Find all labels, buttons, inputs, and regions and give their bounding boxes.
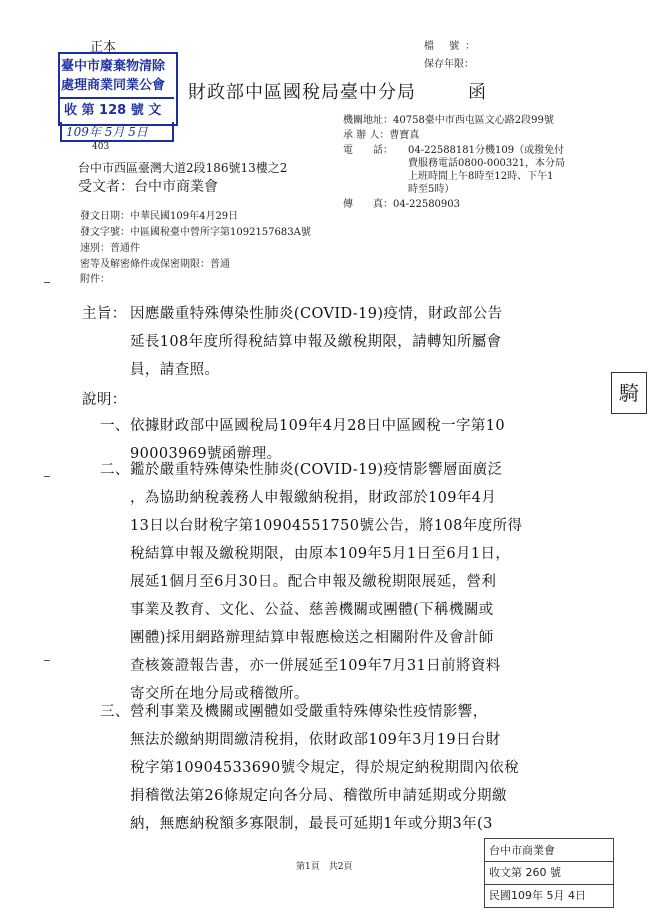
retention-label: 保存年限：: [424, 59, 474, 70]
item-line: 無法於繳納期間繳清稅捐，依財政部109年3月19日台財: [130, 732, 501, 748]
subject-body: [130, 300, 503, 384]
receipt-stamp: [484, 838, 614, 908]
issuing-org-title: 財政部中區國稅局臺中分局: [188, 82, 416, 103]
handler: 承 辦 人：曹寶真: [343, 130, 420, 141]
confidentiality: 密等及解密條件或保密期限：普通: [80, 259, 230, 270]
subject-label: 主旨：: [82, 306, 127, 322]
binding-mark: [44, 476, 50, 480]
item-line: 捐稽徵法第26條規定向各分局、稽徵所申請延期或分期繳: [130, 788, 507, 804]
item-line: 鑑於嚴重特殊傳染性肺炎(COVID-19)疫情影響層面廣泛: [130, 462, 503, 478]
item-line: 依據財政部中區國稅局109年4月28日中區國稅一字第10: [130, 418, 506, 434]
item-line: 展延1個月至6月30日。配合申報及繳稅期限展延，營利: [130, 574, 497, 590]
item-line: 稅字第10904533690號令規定，得於規定納稅期間內依稅: [130, 760, 519, 776]
subject-line: 員，請查照。: [130, 362, 220, 378]
binding-mark: [44, 660, 50, 664]
postal-code: 403: [92, 142, 110, 152]
explanation-label: 說明：: [82, 392, 127, 408]
phone-label: 電 話：: [343, 145, 393, 156]
item-line: 事業及教育、文化、公益、慈善機關或團體(下稱機關或: [130, 602, 494, 618]
phone-line-1: 04-22588181分機109（或撥免付: [408, 145, 565, 156]
item-line: 營利事業及機關或團體如受嚴重特殊傳染性疫情影響，: [130, 704, 488, 720]
item-line: 90003969號函辦理。: [130, 446, 282, 462]
item-3-body: [130, 698, 519, 838]
fax: 傳 真：04-22580903: [343, 199, 461, 210]
item-line: 團體)採用網路辦理結算申報應檢送之相關附件及會計師: [130, 630, 494, 646]
item-line: 查核簽證報告書，亦一併展延至109年7月31日前將資料: [130, 658, 501, 674]
speed-class: 速別：普通件: [80, 243, 140, 254]
reg-stamp-line1: 臺中市廢棄物清除: [61, 59, 166, 74]
recipient-address: 台中市西區臺灣大道2段186號13樓之2: [78, 161, 288, 175]
item-line: ，為協助納稅義務人申報繳納稅捐，財政部於109年4月: [130, 490, 497, 506]
phone-line-2: 費服務電話0800-000321，本分局: [408, 158, 566, 169]
item-line: 納，無應納稅額多寡限制，最長可延期1年或分期3年(3: [130, 816, 493, 832]
receipt-stamp-number: 收文第 260 號: [489, 866, 561, 879]
subject-line: 延長108年度所得稅結算申報及繳稅期限，請轉知所屬會: [130, 334, 502, 350]
original-copy-mark: 正本: [90, 40, 117, 55]
reg-stamp-line2: 處理商業同業公會: [61, 78, 166, 93]
agency-address: 機關地址：40758臺中市西屯區文心路2段99號: [343, 115, 554, 126]
file-number-label: 檔 號：: [424, 41, 482, 52]
receipt-stamp-org: 台中市商業會: [489, 844, 555, 857]
item-1-number: 一、: [100, 418, 130, 434]
item-line: 寄交所在地分局或稽徵所。: [130, 686, 309, 702]
reg-stamp-number: 收 第 128 號 文: [64, 103, 162, 118]
phone-line-3: 上班時間上午8時至12時、下午1: [408, 171, 554, 182]
receipt-stamp-date: 民國109年 5月 4日: [489, 889, 586, 902]
phone-line-4: 時至5時）: [408, 184, 455, 195]
document-number: 發文字號：中區國稅臺中營所字第1092157683A號: [80, 227, 311, 238]
attachments: 附件：: [80, 274, 110, 285]
item-2-number: 二、: [100, 462, 130, 478]
item-3-number: 三、: [100, 704, 130, 720]
binding-mark: [44, 282, 50, 286]
document-type: 函: [468, 82, 486, 103]
registration-stamp: [58, 52, 176, 144]
issue-date: 發文日期：中華民國109年4月29日: [80, 211, 239, 222]
reg-stamp-date: 109年 5月 5日: [60, 122, 174, 142]
edge-seal-fragment: 騎: [611, 372, 647, 414]
item-line: 稅結算申報及繳稅期限，由原本109年5月1日至6月1日，: [130, 546, 511, 562]
item-2-body: [130, 456, 522, 708]
item-line: 13日以台財稅字第10904551750號公告，將108年度所得: [130, 518, 523, 534]
page-footer: 第1頁 共2頁: [296, 862, 353, 872]
recipient: 受文者：台中市商業會: [78, 179, 218, 195]
subject-line: 因應嚴重特殊傳染性肺炎(COVID-19)疫情，財政部公告: [130, 306, 503, 322]
